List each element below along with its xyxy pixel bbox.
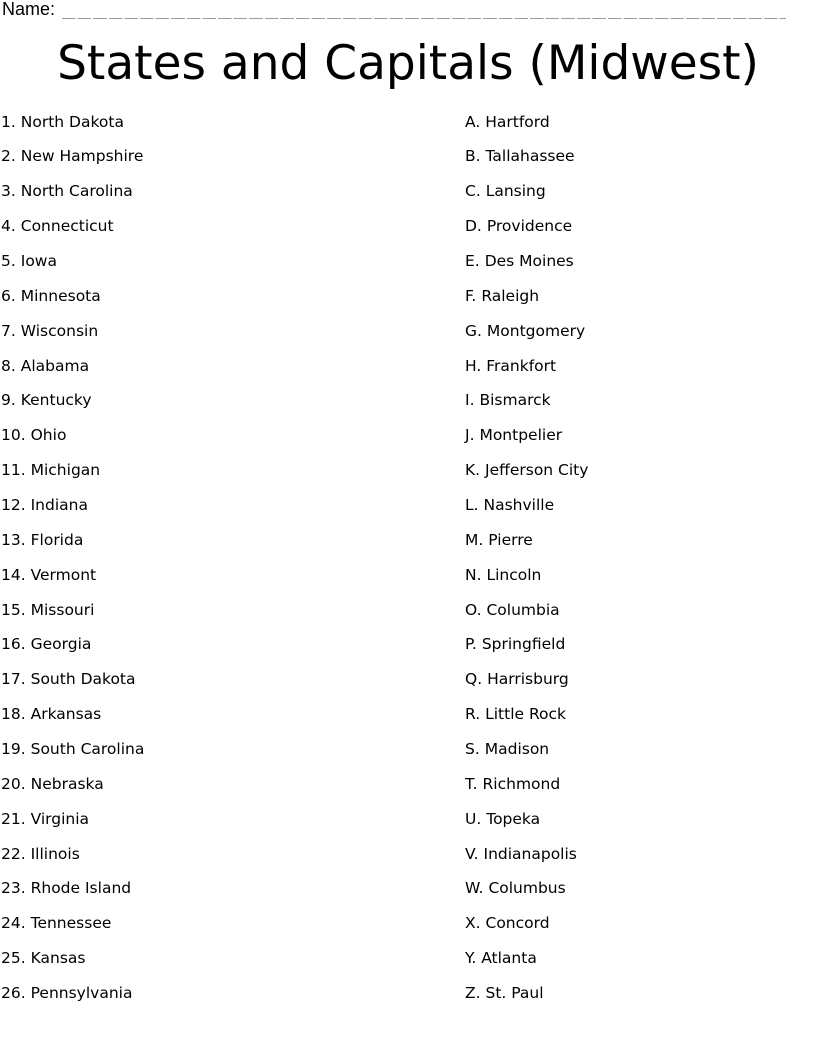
state-name: South Carolina [30, 739, 145, 758]
capital-item [465, 983, 544, 1003]
capital-letter: T. [465, 774, 478, 793]
state-number: 5. [1, 251, 16, 270]
state-name: Indiana [30, 495, 88, 514]
state-name: South Dakota [30, 670, 136, 689]
capital-item [465, 774, 560, 794]
state-name: Alabama [20, 356, 90, 375]
name-blank-line [62, 18, 786, 19]
state-number: 13. [1, 530, 26, 549]
capital-letter: K. [465, 461, 481, 480]
capital-item [465, 425, 562, 445]
state-number: 22. [1, 844, 26, 863]
capital-letter: F. [465, 286, 477, 305]
state-name: Iowa [20, 251, 57, 270]
capital-letter: H. [465, 356, 482, 375]
page-title: States and Capitals (Midwest) [57, 36, 759, 91]
matching-row [0, 809, 816, 844]
capital-name: Columbus [488, 879, 566, 898]
capital-letter: Q. [465, 670, 483, 689]
capital-letter: I. [465, 391, 475, 410]
matching-row [0, 390, 816, 425]
capital-item [465, 878, 566, 898]
state-name: Rhode Island [30, 879, 132, 898]
capital-name: Indianapolis [483, 844, 577, 863]
capital-name: Tallahassee [485, 147, 575, 166]
state-item [1, 774, 104, 794]
capital-name: Providence [486, 217, 573, 236]
matching-row [0, 669, 816, 704]
capital-item [465, 844, 577, 864]
state-name: Missouri [30, 600, 95, 619]
state-number: 10. [1, 426, 26, 445]
capital-item [465, 530, 533, 550]
matching-row [0, 112, 816, 147]
matching-row [0, 530, 816, 565]
capital-name: Harrisburg [487, 670, 569, 689]
state-item [1, 286, 101, 306]
state-number: 14. [1, 565, 26, 584]
capital-name: Bismarck [479, 391, 551, 410]
capital-name: Montpelier [479, 426, 563, 445]
state-item [1, 181, 133, 201]
capital-item [465, 704, 566, 724]
state-number: 4. [1, 217, 16, 236]
capital-name: Lansing [485, 182, 546, 201]
matching-row [0, 948, 816, 983]
state-number: 2. [1, 147, 16, 166]
matching-row [0, 704, 816, 739]
state-number: 24. [1, 914, 26, 933]
capital-name: Lincoln [486, 565, 542, 584]
capital-letter: W. [465, 879, 484, 898]
state-name: North Dakota [20, 112, 124, 131]
capital-letter: R. [465, 705, 481, 724]
state-number: 9. [1, 391, 16, 410]
capital-letter: P. [465, 635, 477, 654]
state-number: 26. [1, 983, 26, 1002]
state-item [1, 878, 131, 898]
capital-letter: G. [465, 321, 482, 340]
capital-letter: Y. [465, 949, 477, 968]
state-number: 3. [1, 182, 16, 201]
capital-item [465, 112, 550, 132]
matching-row [0, 251, 816, 286]
state-item [1, 356, 89, 376]
capital-name: Frankfort [486, 356, 557, 375]
capital-item [465, 181, 546, 201]
state-number: 19. [1, 739, 26, 758]
state-item [1, 704, 101, 724]
state-item [1, 495, 88, 515]
capital-letter: J. [465, 426, 475, 445]
capital-name: Nashville [483, 495, 555, 514]
state-name: Connecticut [20, 217, 114, 236]
state-name: Wisconsin [20, 321, 99, 340]
capital-name: Jefferson City [485, 461, 589, 480]
state-name: Georgia [30, 635, 92, 654]
state-item [1, 809, 89, 829]
capital-item [465, 495, 554, 515]
capital-item [465, 356, 556, 376]
state-number: 8. [1, 356, 16, 375]
state-name: New Hampshire [20, 147, 144, 166]
capital-letter: U. [465, 809, 482, 828]
state-item [1, 913, 111, 933]
matching-row [0, 425, 816, 460]
matching-row [0, 495, 816, 530]
state-name: Kansas [30, 949, 86, 968]
capital-item [465, 251, 574, 271]
capital-item [465, 460, 588, 480]
state-item [1, 112, 124, 132]
state-name: Virginia [30, 809, 90, 828]
matching-row [0, 878, 816, 913]
capital-name: Columbia [486, 600, 560, 619]
capital-name: Raleigh [481, 286, 540, 305]
capital-name: Concord [485, 914, 550, 933]
state-name: Nebraska [30, 774, 104, 793]
capital-name: Atlanta [481, 949, 537, 968]
state-number: 20. [1, 774, 26, 793]
state-number: 18. [1, 705, 26, 724]
state-name: Ohio [30, 426, 67, 445]
capital-item [465, 669, 569, 689]
state-number: 15. [1, 600, 26, 619]
state-item [1, 739, 144, 759]
state-name: Arkansas [30, 705, 102, 724]
capital-letter: L. [465, 495, 479, 514]
state-name: Pennsylvania [30, 983, 133, 1002]
state-item [1, 983, 132, 1003]
matching-row [0, 356, 816, 391]
state-name: Vermont [30, 565, 97, 584]
capital-name: Little Rock [485, 705, 567, 724]
capital-name: Springfield [481, 635, 566, 654]
capital-item [465, 286, 539, 306]
matching-row [0, 913, 816, 948]
state-number: 7. [1, 321, 16, 340]
capital-name: Pierre [488, 530, 533, 549]
matching-row [0, 216, 816, 251]
matching-row [0, 460, 816, 495]
capital-item [465, 634, 565, 654]
capital-letter: M. [465, 530, 484, 549]
state-name: Michigan [30, 461, 101, 480]
matching-row [0, 844, 816, 879]
capital-item [465, 739, 549, 759]
state-item [1, 669, 136, 689]
state-item [1, 600, 94, 620]
capital-item [465, 809, 540, 829]
matching-row [0, 600, 816, 635]
capital-name: Des Moines [484, 251, 574, 270]
state-item [1, 948, 85, 968]
capital-letter: A. [465, 112, 481, 131]
capital-item [465, 146, 575, 166]
state-item [1, 146, 143, 166]
state-item [1, 321, 98, 341]
capital-name: Montgomery [486, 321, 586, 340]
capital-item [465, 216, 572, 236]
state-number: 12. [1, 495, 26, 514]
matching-row [0, 774, 816, 809]
matching-row [0, 739, 816, 774]
state-number: 11. [1, 461, 26, 480]
capital-item [465, 948, 537, 968]
state-number: 23. [1, 879, 26, 898]
capital-letter: O. [465, 600, 482, 619]
state-number: 6. [1, 286, 16, 305]
capital-letter: X. [465, 914, 481, 933]
capital-item [465, 390, 551, 410]
state-number: 25. [1, 949, 26, 968]
matching-row [0, 286, 816, 321]
matching-row [0, 634, 816, 669]
name-label: Name: [2, 0, 56, 19]
state-name: North Carolina [20, 182, 133, 201]
state-item [1, 634, 91, 654]
capital-name: Topeka [486, 809, 541, 828]
matching-row [0, 321, 816, 356]
state-number: 21. [1, 809, 26, 828]
state-name: Tennessee [30, 914, 112, 933]
capital-letter: B. [465, 147, 481, 166]
capital-item [465, 565, 541, 585]
state-item [1, 390, 92, 410]
state-item [1, 460, 100, 480]
capital-item [465, 913, 550, 933]
state-name: Kentucky [20, 391, 92, 410]
state-item [1, 530, 83, 550]
capital-letter: Z. [465, 983, 481, 1002]
state-name: Minnesota [20, 286, 101, 305]
capital-letter: S. [465, 739, 480, 758]
state-number: 1. [1, 112, 16, 131]
state-item [1, 425, 66, 445]
state-number: 17. [1, 670, 26, 689]
matching-row [0, 565, 816, 600]
capital-name: Hartford [485, 112, 550, 131]
capital-letter: V. [465, 844, 479, 863]
state-number: 16. [1, 635, 26, 654]
state-name: Illinois [30, 844, 80, 863]
capital-name: Richmond [482, 774, 561, 793]
capital-letter: D. [465, 217, 482, 236]
capital-item [465, 600, 560, 620]
state-item [1, 565, 96, 585]
capital-letter: E. [465, 251, 480, 270]
state-name: Florida [30, 530, 84, 549]
matching-row [0, 146, 816, 181]
capital-name: St. Paul [485, 983, 544, 1002]
state-item [1, 251, 57, 271]
matching-row [0, 181, 816, 216]
state-item [1, 844, 80, 864]
capital-item [465, 321, 585, 341]
capital-letter: N. [465, 565, 482, 584]
state-item [1, 216, 114, 236]
capital-letter: C. [465, 182, 481, 201]
capital-name: Madison [484, 739, 550, 758]
matching-row [0, 983, 816, 1018]
matching-list [0, 112, 816, 1018]
